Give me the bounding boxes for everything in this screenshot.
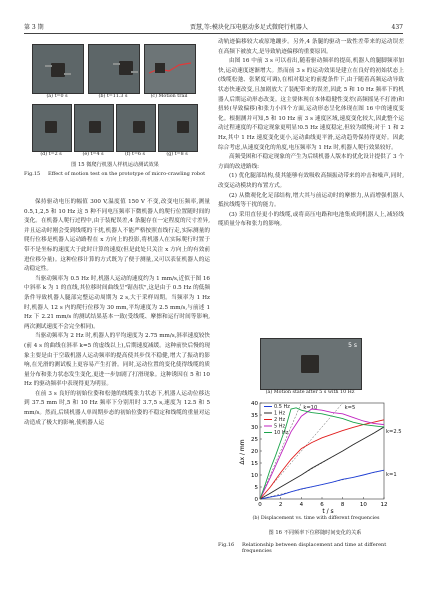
fig15-sub-a: (a) t=0 s bbox=[46, 94, 68, 99]
paragraph: 保持驱动电压的幅值 300 V,温度值 150 V 不变,改变电压频率,测量 0.5,1,2,5 和 10 Hz 这 5 种不同电压频率下微机器人的爬行位置随时间的变化。在机器人爬行过程中,由于装配误差,4 条腿存在一定程度的尺寸差异,并且运动时刚会受到线缆的干扰,机器人不能严格按照直线行走,实际测量的爬行位移是机器人运动路程在 x 方向上的投影,将机器人在实际爬行时置于带不是坐标的速度大于此时计算的速度(但是此处只关注 x 方向上的有效前进位移分量)。这种位移计算的方式既为了便于测量,又可以表征机器人的运动稳定性。 bbox=[24, 199, 210, 273]
legend-label: 0.5 Hz bbox=[274, 404, 290, 410]
y-tick-label: 20 bbox=[251, 449, 258, 455]
reference-line-label: k=2.5 bbox=[386, 429, 402, 435]
photo-t4 bbox=[74, 104, 114, 152]
fig16-caption-en: Relationship between displacement and time at different frequencies bbox=[242, 542, 387, 555]
fig16-photo bbox=[260, 338, 362, 390]
issue-label: 第 3 期 bbox=[24, 24, 44, 31]
header-rule bbox=[24, 33, 403, 34]
fig15-sub-d: (d) t=2 s bbox=[40, 152, 62, 157]
paragraph: 由图 16 中前 3 s 可以看出,随着驱动频率的提高,机器人的腿脚频率加快,运动速度逐渐增大。然而前 3 s 的运动效果是建立在良好的初始状态上(线缆松弛、张紧度可调),在相对稳定的前提条件下,由于随着高频运动导致状态快速改变,且加剧放大了装配带来的误差,因此 5 和 10 Hz 频率下的机器人后期运动形态改变。这主要体现在本体稳健性变差(高频摇晃不打滑)和扭转(导致偏移)和张力小四个方面,运动形态呈化体现在图 16 中的速度变化。根据测并可知,5 和 10 Hz 前 3 s 速度区域,速度变化较大,因此整个运动过程速度的不稳定现象更明显!0.5 Hz 速度稳定,但较为缓慢;对于 1 和 2 Hz,其中 1 Hz 速度变化更小,运动曲线更平滑,运动趋势保持得更好。因此综合考虑,从速度变化的角度,电压频率为 1 Hz 时,机器人爬行效果较好。 bbox=[218, 58, 404, 151]
fig15-sub-e: (e) t=4 s bbox=[82, 152, 104, 157]
x-axis-label: t / s bbox=[322, 508, 334, 515]
x-tick-label: 4 bbox=[299, 502, 304, 508]
x-tick-label: 12 bbox=[380, 502, 388, 508]
paragraph: 当驱动频率为 2 Hz 时,机器人的平均速度为 2.75 mm/s,斜率速度较快(前 4 s 的曲线在斜率 k=5 的虚线以上),后期速度减缓。这种前快后慢的现象主要是由于空载机器人运动频率的提高使其步伐不稳健,增大了振动的影响,在光滑的测试板上更容易产生打滑。同时,运动位置的变化使得线缆的质量分布和张力状态发生变化,更进一步加剧了打滑现象。这种诱因在 5 和 10 Hz 的驱动频率中表现得更为明显。 bbox=[24, 333, 210, 388]
x-tick-label: 2 bbox=[278, 502, 283, 508]
x-tick-label: 10 bbox=[359, 502, 367, 508]
paragraph: (1) 优化腿部结构,使其能够有效吸收高频振动带来的冲击和噪声,同时,改变运动模块的布置方式。 bbox=[218, 173, 404, 189]
paragraph: 在前 3 s 良好的初始位姿和松弛的线缆张力状态下,机器人运动位移达到 37.5 mm 时,5 和 10 Hz 频率下分别用时 3.7,5 s,速度为 12.5 和 5 mm/s。然而,后续机器人单周期步态的初始位姿的不稳定和线缆的重量对运动造成了极大的影响,使机器人运 bbox=[24, 390, 210, 426]
photo-t11 bbox=[88, 44, 140, 94]
y-tick-label: 30 bbox=[251, 425, 258, 431]
paragraph: 动轨迹偏移较大或原地蹦步。另外,4 条腿的驱动一致性差带来的运动误差在高频下被放大,是导致轨迹偏移的重要原因。 bbox=[218, 39, 404, 55]
photo-t6 bbox=[116, 104, 156, 152]
legend-label: 1 Hz bbox=[274, 410, 286, 417]
fig16-caption-en-label: Fig.16 bbox=[218, 542, 235, 548]
reference-line-label: k=1 bbox=[386, 472, 397, 479]
paragraph: (3) 采用直径更小的线缆,或将高压电路和电池集成到机器人上,减轻线缆质量分布和张力的影响。 bbox=[218, 211, 404, 228]
running-title: 贾慧,等:模块化压电驱动多足式微爬行机器人 bbox=[190, 24, 308, 31]
fig15-sub-b: (b) t=11.3 s bbox=[98, 94, 128, 99]
y-tick-label: 25 bbox=[251, 437, 258, 443]
photo-t0 bbox=[32, 44, 84, 94]
fig15-caption-en: Effect of motion test on the prototype of micro-crawling robot bbox=[48, 171, 206, 177]
fig16-photo-time: 5 s bbox=[348, 342, 357, 349]
left-column-text bbox=[24, 198, 210, 588]
fig16-sub-a: (a) Motion state after 5 s with 10 Hz bbox=[265, 390, 355, 395]
fig15-sub-g: (g) t=8 s bbox=[166, 152, 188, 157]
y-axis-label: Δx / mm bbox=[239, 439, 246, 465]
y-tick-label: 40 bbox=[251, 401, 258, 407]
y-tick-label: 15 bbox=[251, 461, 258, 467]
fig15-caption-cn: 图 15 微爬行机器人样机运动测试效果 bbox=[71, 162, 159, 168]
motion-trail-svg bbox=[145, 45, 195, 93]
paragraph: 高频受困和不稳定现象的产生为后续机器人版本的优化设计提供了 3 个方面的改进路线: bbox=[218, 154, 404, 170]
reference-line-label: k=10 bbox=[303, 405, 318, 411]
x-tick-label: 8 bbox=[340, 502, 345, 508]
legend-label: 5 Hz bbox=[274, 423, 286, 430]
y-tick-label: 5 bbox=[254, 485, 258, 491]
fig15-sub-f: (f) t=6 s bbox=[124, 152, 146, 157]
right-column-text bbox=[218, 38, 404, 328]
figure-15 bbox=[30, 42, 200, 202]
photo-t8 bbox=[158, 104, 198, 152]
fig16-sub-b: (b) Displacement vs. time with different frequencies bbox=[252, 516, 380, 521]
y-tick-label: 35 bbox=[251, 413, 258, 419]
legend-label: 2 Hz bbox=[274, 417, 286, 423]
page-number: 437 bbox=[391, 24, 403, 31]
paragraph: (2) 从微观化化足部结构,增大其与前运动时的摩擦力,从而增强机器人抵抗线缆等干扰的能力。 bbox=[218, 192, 404, 209]
photo-t2 bbox=[32, 104, 72, 152]
y-tick-label: 0 bbox=[254, 497, 258, 503]
legend-label: 10 Hz bbox=[274, 430, 289, 436]
paragraph: 当驱动频率为 0.5 Hz 时,机器人运动的速度约为 1 mm/s,近似于图 16 中斜率 k 为 1 的直线,其位移时间曲线呈"锯齿状",这是由于 0.5 Hz 的低频条件导致机器人腿部完整运动周期为 2 s,大于采样周期。当频率为 1 Hz 时,机器人 12 s 内的爬行位移为 30 mm,平均速度为 2.5 mm/s,与前述 1 Hz 下 2.21 mm/s 的测试结果基本一致(受线缆、摩擦和运行时间等影响,两次测试速度不会完全相同)。 bbox=[24, 275, 210, 330]
photo-motion-trail bbox=[144, 44, 196, 94]
x-tick-label: 0 bbox=[258, 502, 262, 508]
x-tick-label: 6 bbox=[320, 502, 324, 508]
y-tick-label: 10 bbox=[251, 473, 258, 479]
fig15-caption-en-label: Fig.15 bbox=[24, 171, 41, 177]
fig16-chart bbox=[238, 397, 402, 515]
reference-line-label: k=5 bbox=[344, 405, 356, 411]
fig15-sub-c: (c) Motion trail bbox=[150, 94, 188, 99]
fig16-caption-cn: 图 16 不同频率下位移随时间变化的关系 bbox=[268, 530, 362, 536]
